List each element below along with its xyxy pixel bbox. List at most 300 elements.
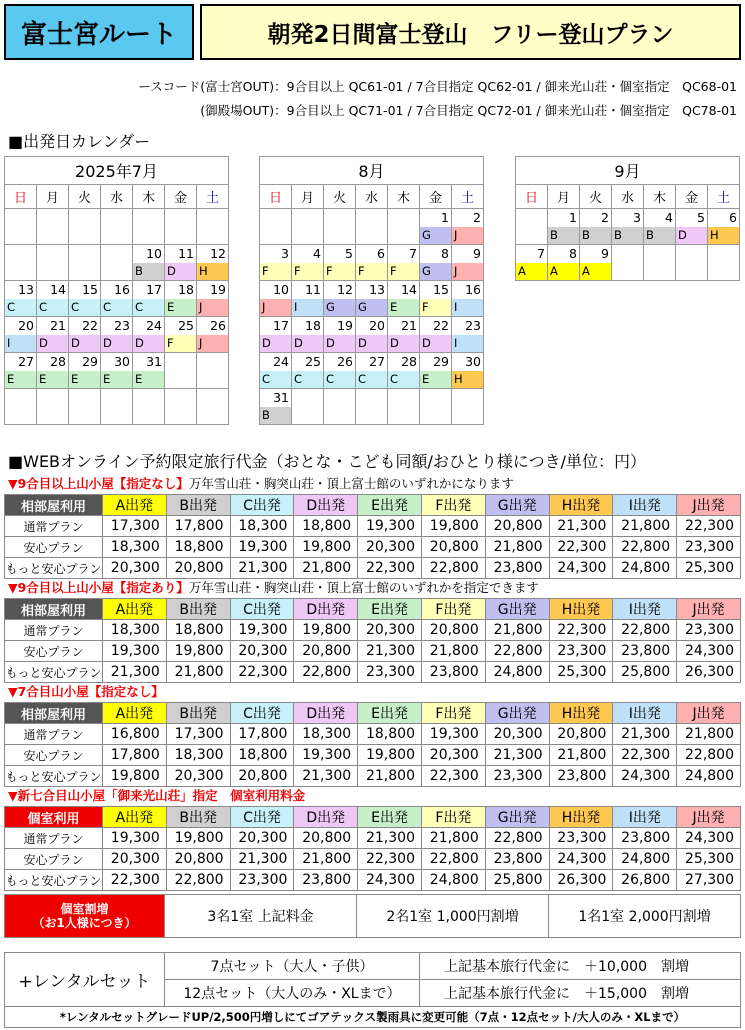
calendar-day: [133, 389, 165, 425]
price-cell: 17,800: [166, 516, 230, 537]
plan-label: もっと安心プラン: [5, 766, 103, 787]
day-number: 5: [345, 246, 353, 261]
day-number: 2: [473, 210, 481, 225]
price-cell: 20,800: [421, 537, 485, 558]
weekday-header: 日: [516, 185, 548, 209]
day-number: 7: [409, 246, 417, 261]
departure-header: D出発: [294, 495, 358, 516]
calendar-day: [292, 209, 324, 245]
departure-code: J: [197, 299, 228, 316]
departure-code: F: [356, 263, 387, 280]
price-cell: 22,800: [294, 662, 358, 683]
plan-label: 安心プラン: [5, 641, 103, 662]
price-cell: 21,300: [358, 828, 422, 849]
room-type-header: 相部屋利用: [5, 599, 103, 620]
departure-header: F出発: [421, 599, 485, 620]
price-cell: 20,300: [103, 558, 167, 579]
day-number: 26: [210, 318, 226, 333]
calendar-month-title: 9月: [516, 157, 740, 185]
departure-code: C: [69, 299, 100, 316]
subtitle-note: 万年雪山荘・胸突山荘・頂上富士館のいずれかになります: [188, 476, 514, 491]
calendar-day: [644, 209, 676, 245]
calendar-day: [101, 245, 133, 281]
departure-code: C: [133, 299, 164, 316]
day-number: 20: [18, 318, 34, 333]
calendar-day: [260, 209, 292, 245]
departure-header: A出発: [103, 599, 167, 620]
weekday-header: 月: [292, 185, 324, 209]
price-cell: 23,800: [613, 828, 677, 849]
price-cell: 22,300: [103, 870, 167, 891]
calendar-day: [260, 281, 292, 317]
calendar-day: [292, 353, 324, 389]
departure-header: J出発: [677, 599, 741, 620]
day-number: 15: [433, 282, 449, 297]
day-number: 18: [305, 318, 321, 333]
price-cell: 21,800: [294, 558, 358, 579]
price-cell: 17,300: [166, 724, 230, 745]
day-number: 25: [178, 318, 194, 333]
price-cell: 21,300: [613, 724, 677, 745]
price-cell: 24,800: [421, 870, 485, 891]
surcharge-one-per-room: 1名1室 2,000円割増: [549, 895, 741, 938]
departure-code: D: [388, 335, 419, 352]
day-number: 3: [281, 246, 289, 261]
calendar-month-title: 2025年7月: [5, 157, 229, 185]
price-cell: 19,800: [421, 516, 485, 537]
price-cell: 18,800: [166, 537, 230, 558]
departure-code: F: [292, 263, 323, 280]
calendar-day: [548, 245, 580, 281]
calendar-day: [452, 317, 484, 353]
subtitle-heading: ▼新七合目山小屋「御来光山荘」指定 個室利用料金: [8, 788, 306, 803]
departure-header: A出発: [103, 703, 167, 724]
price-cell: 20,300: [421, 745, 485, 766]
price-cell: 21,800: [166, 662, 230, 683]
departure-code: D: [292, 335, 323, 352]
departure-header: E出発: [358, 495, 422, 516]
calendar-day: [420, 389, 452, 425]
weekday-header: 木: [644, 185, 676, 209]
calendar-day: [133, 353, 165, 389]
day-number: 27: [18, 354, 34, 369]
calendar-day: [612, 245, 644, 281]
subtitle-heading: ▼9合目以上山小屋【指定なし】: [8, 476, 189, 491]
price-cell: 22,300: [549, 620, 613, 641]
calendar-day: [292, 245, 324, 281]
calendar-day: [5, 209, 37, 245]
price-cell: 20,300: [358, 537, 422, 558]
price-cell: 20,300: [230, 828, 294, 849]
private-room-surcharge: [4, 894, 741, 938]
day-number: 8: [441, 246, 449, 261]
departure-code: A: [580, 263, 611, 280]
departure-header: H出発: [549, 495, 613, 516]
day-number: 29: [433, 354, 449, 369]
price-table: [4, 494, 741, 579]
price-cell: 21,300: [549, 516, 613, 537]
day-number: 24: [273, 354, 289, 369]
price-cell: 21,800: [294, 849, 358, 870]
price-cell: 22,300: [358, 849, 422, 870]
price-cell: 21,300: [103, 662, 167, 683]
departure-header: I出発: [613, 599, 677, 620]
price-cell: 22,300: [358, 558, 422, 579]
price-cell: 19,300: [358, 516, 422, 537]
calendar-day: [37, 353, 69, 389]
calendar-day: [516, 209, 548, 245]
departure-code: B: [612, 227, 643, 244]
calendar-day: [388, 245, 420, 281]
calendar-day: [69, 245, 101, 281]
calendar-day: [260, 353, 292, 389]
calendar-day: [420, 209, 452, 245]
departure-header: G出発: [485, 599, 549, 620]
calendar-day: [5, 317, 37, 353]
departure-code: D: [356, 335, 387, 352]
price-cell: 19,300: [230, 537, 294, 558]
departure-code: B: [133, 263, 164, 280]
calendar-day: [324, 209, 356, 245]
departure-header: C出発: [230, 703, 294, 724]
departure-code: D: [165, 263, 196, 280]
departure-code: G: [324, 299, 355, 316]
departure-code: C: [5, 299, 36, 316]
price-cell: 17,800: [103, 745, 167, 766]
weekday-header: 火: [69, 185, 101, 209]
departure-code: D: [420, 335, 451, 352]
calendar-day: [69, 389, 101, 425]
day-number: 14: [401, 282, 417, 297]
calendar-day: [708, 245, 740, 281]
price-cell: 25,300: [549, 662, 613, 683]
price-cell: 23,800: [485, 558, 549, 579]
departure-header: E出発: [358, 807, 422, 828]
price-cell: 24,800: [485, 662, 549, 683]
weekday-header: 木: [133, 185, 165, 209]
day-number: 19: [337, 318, 353, 333]
departure-code: A: [516, 263, 547, 280]
departure-code: I: [5, 335, 36, 352]
calendar-day: [69, 353, 101, 389]
day-number: 23: [465, 318, 481, 333]
price-cell: 23,800: [613, 641, 677, 662]
day-number: 4: [313, 246, 321, 261]
calendar-day: [452, 281, 484, 317]
departure-code: J: [260, 299, 291, 316]
price-cell: 20,800: [294, 828, 358, 849]
calendar-day: [580, 245, 612, 281]
price-cell: 21,300: [358, 641, 422, 662]
price-cell: 19,800: [166, 828, 230, 849]
departure-header: C出発: [230, 807, 294, 828]
rental-upgrade-note: *レンタルセットグレードUP/2,500円増しにてゴアテックス製雨具に変更可能（7点・12点セット/大人のみ・XLまで）: [4, 1006, 741, 1028]
departure-header: D出発: [294, 599, 358, 620]
price-cell: 22,300: [549, 537, 613, 558]
calendar-day: [420, 245, 452, 281]
calendar-day: [292, 281, 324, 317]
calendar-day: [324, 317, 356, 353]
subtitle-heading: ▼9合目以上山小屋【指定あり】: [8, 580, 189, 595]
calendar-day: [324, 245, 356, 281]
price-cell: 19,800: [294, 620, 358, 641]
room-type-header: 相部屋利用: [5, 703, 103, 724]
departure-header: G出発: [485, 495, 549, 516]
weekday-header: 金: [165, 185, 197, 209]
price-cell: 19,300: [421, 724, 485, 745]
calendar-day: [69, 209, 101, 245]
price-cell: 21,800: [677, 724, 741, 745]
price-cell: 16,800: [103, 724, 167, 745]
calendar-day: [356, 353, 388, 389]
weekday-header: 月: [548, 185, 580, 209]
day-number: 29: [82, 354, 98, 369]
plan-label: 安心プラン: [5, 537, 103, 558]
price-cell: 20,800: [230, 766, 294, 787]
departure-code: B: [548, 227, 579, 244]
price-cell: 20,800: [166, 558, 230, 579]
price-cell: 21,800: [485, 537, 549, 558]
calendar-day: [388, 353, 420, 389]
calendar-day: [292, 317, 324, 353]
weekday-header: 火: [580, 185, 612, 209]
room-type-header: 相部屋利用: [5, 495, 103, 516]
departure-header: E出発: [358, 703, 422, 724]
day-number: 16: [114, 282, 130, 297]
departure-code: G: [420, 263, 451, 280]
price-cell: 22,300: [613, 745, 677, 766]
calendar-day: [101, 317, 133, 353]
price-cell: 21,800: [485, 620, 549, 641]
day-number: 22: [433, 318, 449, 333]
day-number: 31: [273, 390, 289, 405]
price-cell: 21,800: [613, 516, 677, 537]
private-surcharge-title: 個室割増: [60, 902, 109, 916]
calendar-day: [452, 353, 484, 389]
calendar-day: [5, 245, 37, 281]
departure-code: F: [324, 263, 355, 280]
departure-code: D: [69, 335, 100, 352]
price-cell: 22,800: [421, 849, 485, 870]
price-cell: 19,800: [358, 745, 422, 766]
day-number: 10: [273, 282, 289, 297]
rental-set-label: +レンタルセット: [5, 953, 165, 1007]
price-cell: 20,300: [230, 641, 294, 662]
calendar-day: [101, 353, 133, 389]
weekday-header: 日: [5, 185, 37, 209]
calendar-day: [133, 281, 165, 317]
price-block-subtitle: [8, 786, 305, 804]
day-number: 28: [401, 354, 417, 369]
calendar-day: [292, 389, 324, 425]
price-cell: 23,800: [549, 766, 613, 787]
price-cell: 21,800: [421, 828, 485, 849]
price-cell: 22,300: [421, 766, 485, 787]
price-cell: 20,300: [358, 620, 422, 641]
departure-code: D: [324, 335, 355, 352]
calendar-day: [420, 317, 452, 353]
departure-code: E: [69, 371, 100, 388]
departure-header: H出発: [549, 703, 613, 724]
price-cell: 27,300: [677, 870, 741, 891]
day-number: 8: [569, 246, 577, 261]
calendar-day: [197, 209, 229, 245]
departure-code: C: [324, 371, 355, 388]
price-cell: 21,300: [230, 849, 294, 870]
day-number: 1: [569, 210, 577, 225]
day-number: 1: [441, 210, 449, 225]
departure-header: F出発: [421, 807, 485, 828]
departure-code: I: [452, 335, 483, 352]
price-cell: 22,300: [677, 516, 741, 537]
price-cell: 21,300: [230, 558, 294, 579]
calendar-day: [516, 245, 548, 281]
plan-label: 安心プラン: [5, 745, 103, 766]
calendar-day: [676, 209, 708, 245]
day-number: 3: [633, 210, 641, 225]
rental-12-set-price: 上記基本旅行代金に ＋15,000 割増: [420, 980, 741, 1007]
rental-7-set: 7点セット（大人・子供）: [165, 953, 420, 980]
header: [4, 4, 741, 60]
price-section-title: ■WEBオンライン予約限定旅行代金（おとな・こども同額/おひとり様につき/単位：円）: [8, 452, 647, 471]
surcharge-three-per-room: 3名1室 上記料金: [165, 895, 357, 938]
departure-code: D: [101, 335, 132, 352]
calendar-day: [69, 317, 101, 353]
price-cell: 26,300: [677, 662, 741, 683]
price-block-subtitle: [8, 474, 514, 492]
price-cell: 23,300: [549, 641, 613, 662]
departure-code: D: [260, 335, 291, 352]
subtitle-note: 万年雪山荘・胸突山荘・頂上富士館のいずれかを指定できます: [188, 580, 539, 595]
day-number: 10: [146, 246, 162, 261]
departure-code: F: [260, 263, 291, 280]
calendar-day: [676, 245, 708, 281]
private-surcharge-label: [5, 895, 165, 938]
departure-header: B出発: [166, 703, 230, 724]
weekday-header: 土: [197, 185, 229, 209]
calendar-month-title: 8月: [260, 157, 484, 185]
day-number: 27: [369, 354, 385, 369]
price-cell: 23,800: [485, 849, 549, 870]
day-number: 5: [697, 210, 705, 225]
price-cell: 18,300: [166, 745, 230, 766]
calendar-day: [708, 209, 740, 245]
price-cell: 21,800: [421, 641, 485, 662]
departure-header: J出発: [677, 495, 741, 516]
price-cell: 19,300: [103, 828, 167, 849]
weekday-header: 木: [388, 185, 420, 209]
departure-header: C出発: [230, 599, 294, 620]
price-table: [4, 702, 741, 787]
calendar-day: [388, 317, 420, 353]
price-cell: 20,800: [485, 516, 549, 537]
day-number: 30: [114, 354, 130, 369]
day-number: 21: [401, 318, 417, 333]
price-cell: 23,300: [485, 766, 549, 787]
calendar-day: [197, 353, 229, 389]
weekday-header: 月: [37, 185, 69, 209]
price-cell: 20,800: [549, 724, 613, 745]
price-cell: 18,300: [294, 724, 358, 745]
price-cell: 23,800: [421, 662, 485, 683]
calendar-section-title: ■出発日カレンダー: [8, 132, 151, 151]
price-cell: 22,800: [421, 558, 485, 579]
calendar-day: [356, 245, 388, 281]
day-number: 12: [337, 282, 353, 297]
price-cell: 22,800: [485, 828, 549, 849]
price-cell: 24,300: [549, 558, 613, 579]
calendar-day: [5, 353, 37, 389]
price-cell: 24,300: [613, 766, 677, 787]
day-number: 13: [369, 282, 385, 297]
price-cell: 24,300: [677, 828, 741, 849]
weekday-header: 金: [676, 185, 708, 209]
departure-header: B出発: [166, 807, 230, 828]
calendar-day: [197, 389, 229, 425]
plan-label: もっと安心プラン: [5, 558, 103, 579]
departure-code: E: [420, 371, 451, 388]
course-codes-gotemba: (御殿場OUT)：9合目以上 QC71-01 / 7合目指定 QC72-01 / 御来光山荘・個室指定 QC78-01: [200, 103, 737, 118]
plan-label: 安心プラン: [5, 849, 103, 870]
rental-set-table: [4, 952, 741, 1007]
calendar-day: [133, 317, 165, 353]
price-cell: 17,300: [103, 516, 167, 537]
departure-code: C: [292, 371, 323, 388]
price-cell: 18,800: [294, 516, 358, 537]
calendar-day: [260, 317, 292, 353]
price-cell: 19,300: [230, 620, 294, 641]
price-cell: 24,300: [358, 870, 422, 891]
price-cell: 24,300: [677, 641, 741, 662]
day-number: 6: [377, 246, 385, 261]
departure-code: C: [356, 371, 387, 388]
day-number: 2: [601, 210, 609, 225]
calendar-day: [165, 317, 197, 353]
price-table: [4, 598, 741, 683]
calendar-month-1: [4, 156, 229, 425]
departure-code: J: [197, 335, 228, 352]
departure-header: C出発: [230, 495, 294, 516]
price-cell: 24,800: [613, 849, 677, 870]
price-cell: 21,300: [294, 766, 358, 787]
day-number: 18: [178, 282, 194, 297]
price-block-subtitle: [8, 682, 164, 700]
departure-code: E: [101, 371, 132, 388]
calendar-day: [388, 281, 420, 317]
plan-label: もっと安心プラン: [5, 870, 103, 891]
calendar-day: [260, 245, 292, 281]
calendar-day: [356, 209, 388, 245]
calendar-day: [37, 281, 69, 317]
departure-header: B出発: [166, 495, 230, 516]
departure-code: I: [292, 299, 323, 316]
day-number: 23: [114, 318, 130, 333]
day-number: 7: [537, 246, 545, 261]
price-cell: 19,800: [103, 766, 167, 787]
departure-code: E: [133, 371, 164, 388]
day-number: 31: [146, 354, 162, 369]
price-cell: 20,300: [166, 766, 230, 787]
price-cell: 26,800: [613, 870, 677, 891]
rental-7-set-price: 上記基本旅行代金に ＋10,000 割増: [420, 953, 741, 980]
calendar-day: [260, 389, 292, 425]
calendar-day: [356, 389, 388, 425]
plan-label: 通常プラン: [5, 620, 103, 641]
departure-code: F: [165, 335, 196, 352]
departure-header: I出発: [613, 703, 677, 724]
departure-code: H: [197, 263, 228, 280]
price-table: [4, 806, 741, 891]
